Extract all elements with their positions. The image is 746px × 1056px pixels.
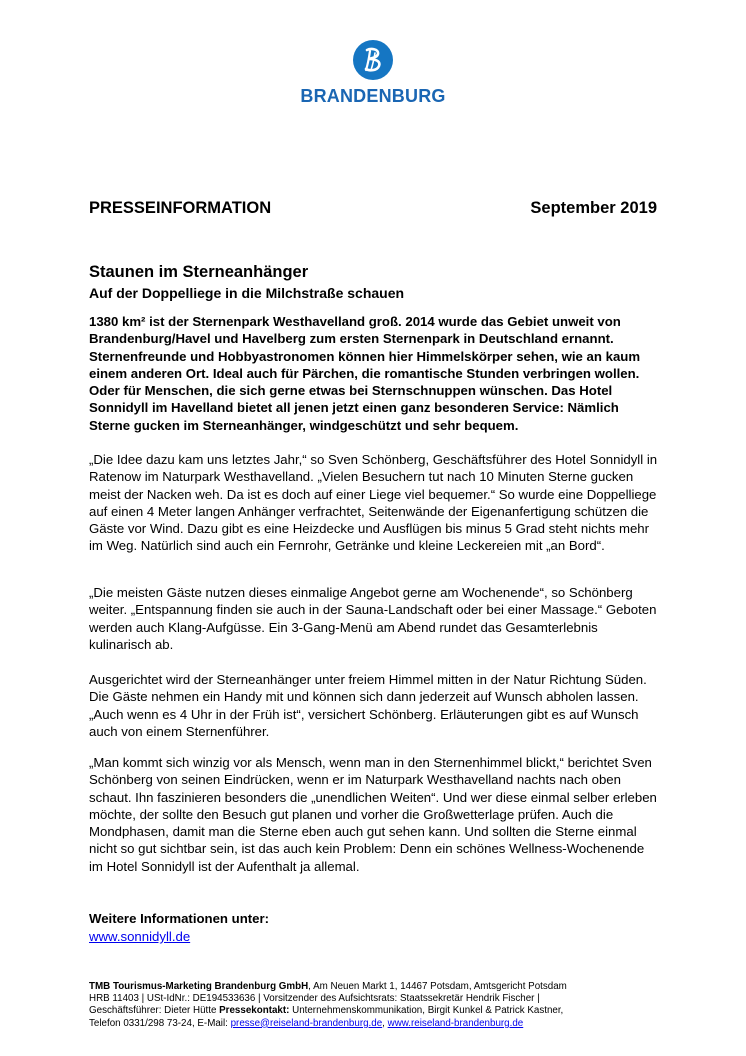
footer-company: TMB Tourismus-Marketing Brandenburg GmbH: [89, 981, 309, 992]
body-paragraph-4: „Man kommt sich winzig vor als Mensch, wenn man in den Sternenhimmel blickt,“ berichtet Sven Schönberg von seinen Eindrücken, wenn er im Naturpark Westhavelland nachts nach oben schaut. Ihn faszinieren besonders die „unendlichen Weiten“. Und wer diese einmal selber erleben möchte, der sollte den Besuch gut planen und vorher die Großwetterlage prüfen. Auch die Mondphasen, damit man die Sterne eben auch gut sehen kann. Und sollten die Sterne einmal nicht so gut sichtbar sein, ist das auch kein Problem: Denn ein schönes Wellness-Wochenende im Hotel Sonnidyll ist der Aufenthalt ja allemal.: [89, 755, 657, 874]
body-paragraph-1: „Die Idee dazu kam uns letztes Jahr,“ so Sven Schönberg, Geschäftsführer des Hotel Sonnidyll in Ratenow im Naturpark Westhavelland. „Vielen Besuchern tut nach 10 Minuten Sterne gucken meist der Nacken weh. Da ist es doch auf einer Liege viel bequemer.“ So wurde eine Doppelliege auf einen 4 Meter langen Anhänger verfrachtet, Seitenwände der Eigenanfertigung schützen die Gäste vor Wind. Dazu gibt es eine Heizdecke und Ausflügen bis minus 5 Grad steht nichts mehr im Weg. Natürlich sind auch ein Fernrohr, Getränke und kleine Leckereien mit „an Bord“.: [89, 452, 658, 554]
footer-press-contact-label: Pressekontakt:: [219, 1005, 290, 1017]
brand-logo: [0, 40, 746, 107]
footer-phone: Telefon 0331/298 73-24, E-Mail:: [89, 1017, 231, 1029]
body-paragraph-3: Ausgerichtet wird der Sterneanhänger unter freiem Himmel mitten in der Natur Richtung Süden. Die Gäste nehmen ein Handy mit und können sich dann jederzeit auf Wunsch abholen lassen. „Auch wenn es 4 Uhr in der Früh ist“, versichert Schönberg. Erläuterungen gibt es auf Wunsch auch von einem Sternenführer.: [89, 672, 647, 739]
brand-name: BRANDENBURG: [300, 86, 446, 106]
more-info-label: Weitere Informationen unter:: [89, 911, 270, 926]
footer-line-3: [89, 1005, 669, 1017]
footer-press-contact: Unternehmenskommunikation, Birgit Kunkel & Patrick Kastner,: [289, 1005, 564, 1017]
brandenburg-emblem-icon: [353, 40, 393, 80]
document-header: [89, 199, 657, 218]
footer-separator: ,: [382, 1017, 388, 1029]
article-subtitle: Auf der Doppelliege in die Milchstraße schauen: [89, 285, 405, 301]
press-email-link[interactable]: presse@reiseland-brandenburg.de: [230, 1017, 383, 1029]
document-date: September 2019: [530, 199, 657, 217]
footer-line-4: [89, 1018, 669, 1030]
body-paragraph-2: „Die meisten Gäste nutzen dieses einmalige Angebot gerne am Wochenende“, so Schönberg weiter. „Entspannung finden sie auch in der Sauna-Landschaft oder bei einer Massage.“ Geboten werden auch Klang-Aufgüsse. Ein 3-Gang-Menü am Abend rundet das Gesamterlebnis kulinarisch ab.: [89, 585, 657, 652]
footer-line-2: HRB 11403 | USt-IdNr.: DE194533636 | Vorsitzender des Aufsichtsrats: Staatssekretär Hendrik Fischer |: [89, 993, 540, 1005]
article-title: Staunen im Sterneanhänger: [89, 263, 309, 281]
document-type-label: PRESSEINFORMATION: [89, 199, 272, 217]
lead-paragraph: 1380 km² ist der Sternenpark Westhavelland groß. 2014 wurde das Gebiet unweit von Brandenburg/Havel und Havelberg zum ersten Sternenpark in Deutschland ernannt. Sternenfreunde und Hobbyastronomen können hier Himmelskörper sehen, wie an kaum einem anderen Ort. Ideal auch für Pärchen, die romantische Stunden verbringen wollen. Oder für Menschen, die sich gerne etwas bei Sternschnuppen wünschen. Das Hotel Sonnidyll im Havelland bietet all jenen jetzt einen ganz besonderen Service: Nämlich Sterne gucken im Sterneanhänger, windgeschützt und sehr bequem.: [89, 314, 641, 433]
reiseland-website-link[interactable]: www.reiseland-brandenburg.de: [387, 1017, 524, 1029]
sonnidyll-website-link[interactable]: www.sonnidyll.de: [89, 929, 191, 944]
footer-imprint: [89, 981, 669, 1030]
footer-management: Geschäftsführer: Dieter Hütte: [89, 1005, 220, 1017]
footer-address: , Am Neuen Markt 1, 14467 Potsdam, Amtsgericht Potsdam: [308, 981, 567, 992]
footer-line-1: [89, 981, 669, 993]
